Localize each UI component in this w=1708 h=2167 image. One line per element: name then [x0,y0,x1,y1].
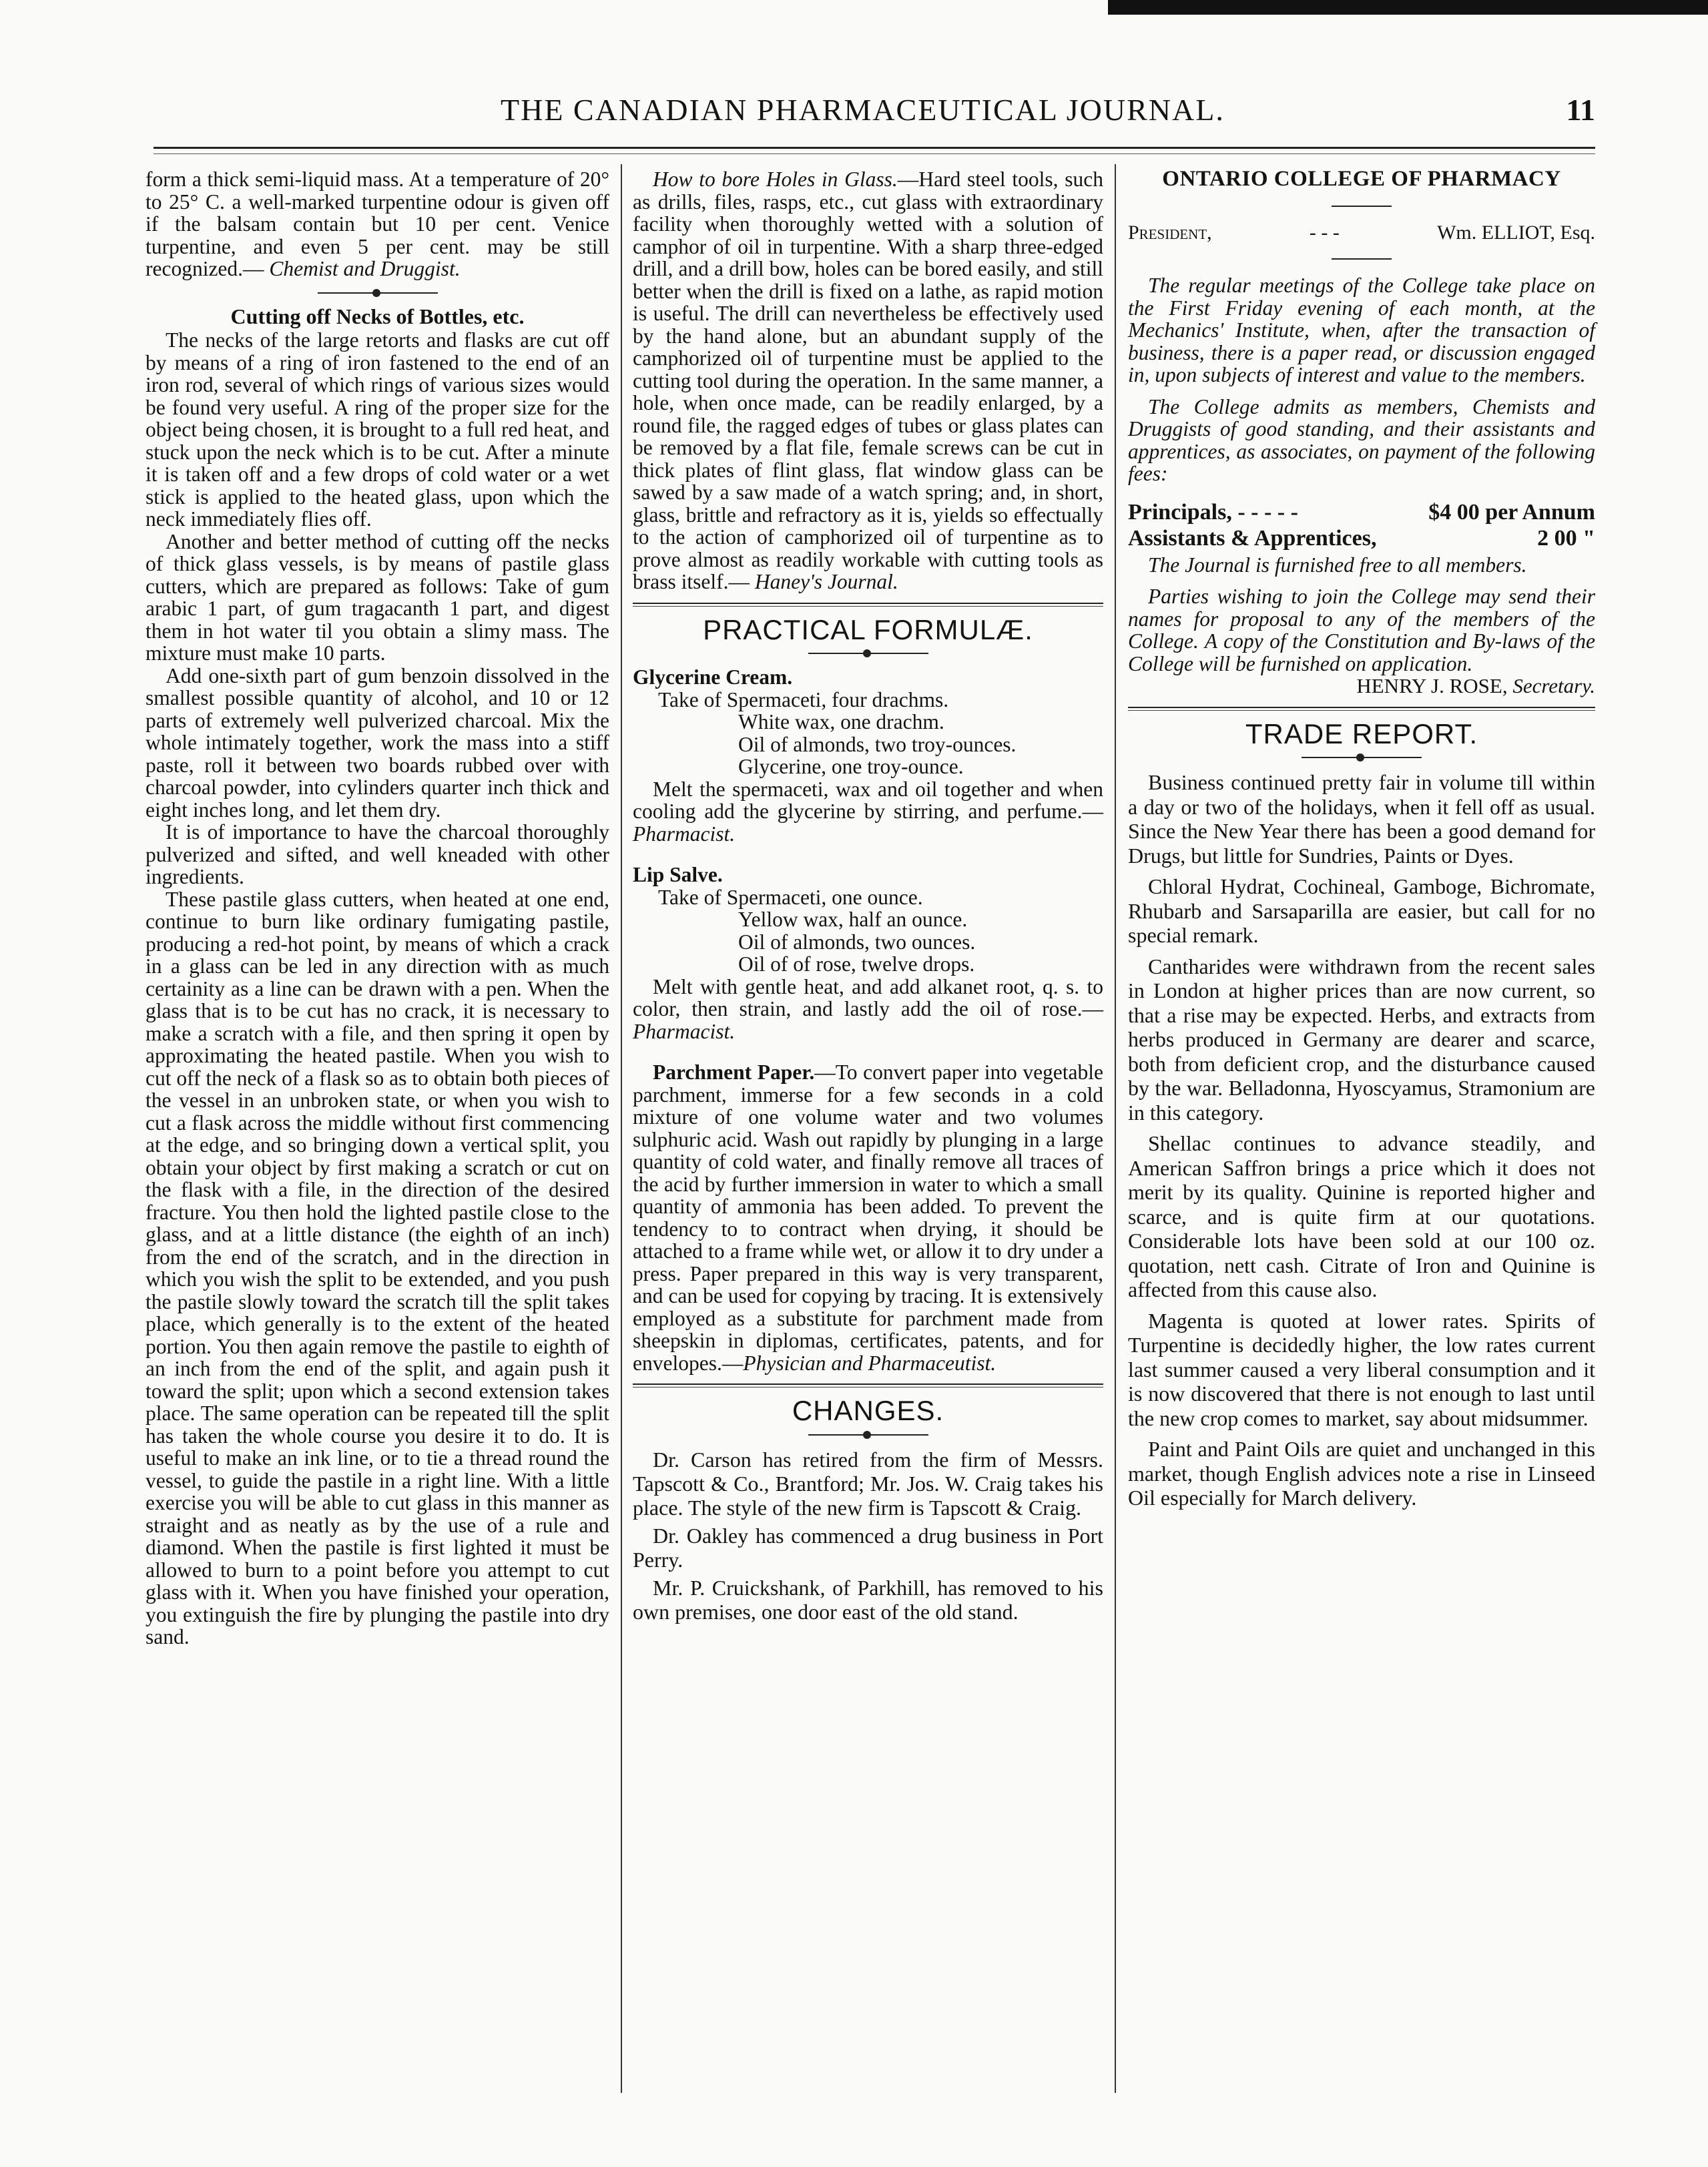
paragraph: Paint and Paint Oils are quiet and unchanged in this market, though English advices note a rise in Linseed Oil especially for March delivery. [1128,1437,1595,1510]
column-right [1128,168,1595,1517]
recipe-line: Take of Spermaceti, four drachms. [658,687,949,711]
paragraph: Magenta is quoted at lower rates. Spirits of Turpentine is decidedly higher, the low rates current last summer caused a very liberal consumption and it is now discovered that there is not enough to last until the new crop comes to market, say about midsummer. [1128,1308,1595,1430]
signature: HENRY J. ROSE, Secretary. [1356,674,1595,697]
paragraph: Shellac continues to advance steadily, and American Saffron brings a price which it does not merit by its quality. Quinine is reported higher and scarce, and is quite firm at our quotations. Considerable lots have been sold at our 100 oz. quotation, nett cash. Citrate of Iron and Quinine is affected from this cause also. [1128,1131,1595,1301]
citation: Pharmacist. [633,822,736,846]
paragraph: Chloral Hydrat, Cochineal, Gamboge, Bichromate, Rhubarb and Sarsaparilla are easier, but call for no special remark. [1128,874,1595,947]
fee-row-principals [1128,501,1595,524]
fee-label: Principals, - - - - - [1128,499,1298,525]
paragraph: The College admits as members, Chemists and Druggists of good standing, and their assistants and apprentices, as associates, on payment of the following fees: [1128,394,1595,485]
section-rule [633,603,1103,607]
president-line [1128,222,1595,244]
article-title: Parchment Paper. [653,1060,815,1084]
paragraph: Business continued pretty fair in volume till within a day or two of the holidays, when it fell off as usual. Since the New Year there has been a good demand for Drugs, but little for Sundries, Paints or Dyes. [1128,770,1595,868]
page-header [154,92,1595,132]
column-divider [1115,164,1116,2093]
paragraph: Another and better method of cutting off the necks of thick glass vessels, is by means of pastile glass cutters, which are prepared as follows: Take of gum arabic 1 part, of gum tragacanth 1 part, and digest them in hot water til you obtain a slimy mass. The mixture must make 10 parts. [146,529,609,665]
recipe-line: Oil of of rose, twelve drops. [738,952,975,976]
ornament-rule [1302,757,1422,758]
college-title: ONTARIO COLLEGE OF PHARMACY [1162,167,1561,191]
column-middle [633,168,1103,1628]
recipe-line: Oil of almonds, two troy-ounces. [738,732,1017,756]
changes-list [633,1448,1103,1624]
recipe-lip-salve [633,886,1103,976]
paragraph: Melt the spermaceti, wax and oil together and when cooling add the glycerine by stirring, and perfume.—Pharmacist. [633,777,1103,846]
citation: Chemist and Druggist. [269,257,461,280]
section-heading-formulae: PRACTICAL FORMULÆ. [703,613,1033,645]
header-rule [154,147,1595,149]
recipe-line: White wax, one drachm. [738,710,944,733]
section-rule [1128,707,1595,711]
recipe-title: Glycerine Cream. [633,665,793,689]
president-dashes: - - - [1309,221,1340,244]
running-head: THE CANADIAN PHARMACEUTICAL JOURNAL. [501,93,1225,127]
fee-row-assistants [1128,527,1595,550]
recipe-glycerine-cream [633,689,1103,778]
president-name: Wm. ELLIOT, Esq. [1437,221,1595,244]
paragraph: Add one-sixth part of gum benzoin dissolved in the smallest possible quantity of alcohol, and 10 or 12 parts of extremely well pulverized charcoal. Mix the whole intimately together, work the mass into a stiff paste, roll it between two boards rubbed over with charcoal powder, into cylinders quarter inch thick and eight inches long, and let them dry. [146,663,609,822]
recipe-line: Take of Spermaceti, one ounce. [658,885,923,909]
recipe-title: Lip Salve. [633,863,723,886]
page-number: 11 [1566,93,1595,127]
trade-report [1128,770,1595,1510]
paragraph: Parties wishing to join the College may send their names for proposal to any of the members of the College. A copy of the Constitution and By-laws of the College will be furnished on application. [1128,585,1595,675]
ornament-rule [808,1434,928,1436]
section-rule [633,1383,1103,1387]
paragraph: Mr. P. Cruickshank, of Parkhill, has removed to his own premises, one door east of the old stand. [633,1575,1103,1624]
paragraph: Parchment Paper.—To convert paper into vegetable parchment, immerse for a few seconds in a cold mixture of one volume water and two volumes sulphuric acid. Wash out rapidly by plunging in a large quantity of cold water, and finally remove all traces of the acid by further immersion in water to which a small quantity of ammonia has been added. To prevent the tendency to to contract when drying, it should be attached to a frame while wet, or allow it to dry under a press. Paper prepared in this way is very transparent, and can be used for copying by tracing. It is extensively employed as a substitute for parchment made from sheepskin in diplomas, certificates, patents, and for envelopes.—Physician and Pharmaceutist. [633,1060,1103,1375]
header-rule-thin [154,153,1595,154]
section-heading-changes: CHANGES. [792,1395,944,1426]
paragraph: Cantharides were withdrawn from the recent sales in London at higher prices than are now current, so that a rise may be expected. Herbs, and extracts from herbs produced in Germany are dearer and scarce, both from deficient crop, and the disturbance caused by the war. Belladonna, Hyoscyamus, Stramonium are in this category. [1128,954,1595,1125]
paragraph: form a thick semi-liquid mass. At a temperature of 20° to 25° C. a well-marked turpentine odour is given off if the balsam contain but 10 per cent. Venice turpentine, and even 5 per cent. may be still recognized.— Chemist and Druggist. [146,168,609,280]
paragraph: These pastile glass cutters, when heated at one end, continue to burn like ordinary fumigating pastile, producing a red-hot point, by means of which a crack in a glass can be led in any direction with as much certainity as a line can be drawn with a pen. When the glass that is to be cut has no crack, it is necessary to make a scratch with a file, and then spring it open by approximating the heated pastile. When you wish to cut off the neck of a flask so as to obtain both pieces of the vessel in an unbroken state, or when you wish to cut a flask across the middle without first commencing at the edge, and so bringing down a vertical split, you obtain your object by first making a scratch or cut on the flask with a file, in the direction of the desired fracture. You then hold the lighted pastile close to the glass, and at a little distance (the eighth of an inch) from the end of the scratch, and in the direction in which you wish the split to be extended, and you push the pastile slowly toward the scratch till the split takes place, which generally is to the extent of the heated portion. You then again remove the pastile to eighth of an inch from the end of the split, and again push it toward the split; upon which a second extension takes place. The same operation can be repeated till the split has taken the whole course you desire it to do. It is useful to make an ink line, or to tie a thread round the vessel, to guide the pastile in a right line. With a little exercise you will be able to cut glass in this manner as straight and as neatly as by the use of a rule and diamond. When the pastile is first lighted it must be allowed to burn to a point before you attempt to cut glass with it. When you have finished your operation, you extinguish the fire by plunging the pastile into dry sand. [146,887,609,1648]
scan-edge-mark [1108,0,1708,15]
ornament-rule [808,653,928,654]
article-title: How to bore Holes in Glass. [653,168,898,191]
column-left [146,168,609,1648]
fee-label: Assistants & Apprentices, [1128,526,1377,551]
fee-value: 2 00 " [1537,526,1595,551]
president-label: President, [1128,221,1212,244]
citation: Pharmacist. [633,1019,736,1043]
paragraph: The necks of the large retorts and flasks are cut off by means of a ring of iron fastened to the end of an iron rod, several of which rings of various sizes would be found very useful. A ring of the proper size for the object being chosen, it is brought to a full red heat, and stuck upon the neck which is to be cut. After a minute it is taken off and a few drops of cold water or a wet stick is applied to the heated glass, upon which the neck immediately flies off. [146,328,609,531]
paragraph: How to bore Holes in Glass.—Hard steel tools, such as drills, files, rasps, etc., cut glass with extraordinary facility when thoroughly wetted with a solution of camphor of oil in turpentine. With a sharp three-edged drill, and a drill bow, holes can be bored easily, and still better when the drill is fixed on a lathe, as rapid motion is useful. The drill can nevertheless be effectively used by the hand alone, but an abundant supply of the camphorized oil of turpentine must be applied to the cutting tool during the operation. In the same manner, a hole, when once made, can be readily enlarged, by a round file, the ragged edges of tubes or glass plates can be removed by a flat file, female screws can be cut in thick plates of flint glass, flat window glass can be sawed by a saw made of a watch spring; and, in short, glass, brittle and refractory as it is, yields so effectually to the action of camphorized oil of turpentine as to prove almost as readily workable with cutting tools as brass itself.— Haney's Journal. [633,168,1103,593]
recipe-line: Oil of almonds, two ounces. [738,930,976,954]
short-rule [1332,206,1392,207]
article-heading: Cutting off Necks of Bottles, etc. [230,304,525,328]
section-heading-trade-report: TRADE REPORT. [1245,717,1478,749]
citation: Haney's Journal. [754,570,898,593]
paragraph: The Journal is furnished free to all members. [1148,553,1527,577]
fee-value: $4 00 per Annum [1428,499,1595,525]
paragraph: It is of importance to have the charcoal thoroughly pulverized and sifted, and well kneaded with other ingredients. [146,820,609,888]
column-divider [621,164,622,2093]
recipe-line: Glycerine, one troy-ounce. [738,755,964,778]
short-rule [1332,258,1392,260]
citation: Physician and Pharmaceutist. [743,1351,997,1375]
recipe-line: Yellow wax, half an ounce. [738,908,968,931]
paragraph: Dr. Carson has retired from the firm of Messrs. Tapscott & Co., Brantford; Mr. Jos. W. Craig takes his place. The style of the new firm is Tapscott & Craig. [633,1447,1103,1520]
paragraph: Dr. Oakley has commenced a drug business in Port Perry. [633,1523,1103,1572]
paragraph: The regular meetings of the College take place on the First Friday evening of each month, at the Mechanics' Institute, when, after the transaction of business, there is a paper read, or discussion engaged in, upon subjects of interest and value to the members. [1128,274,1595,386]
ornament-rule [318,292,438,294]
paragraph: Melt with gentle heat, and add alkanet root, q. s. to color, then strain, and lastly add the oil of rose.—Pharmacist. [633,974,1103,1043]
